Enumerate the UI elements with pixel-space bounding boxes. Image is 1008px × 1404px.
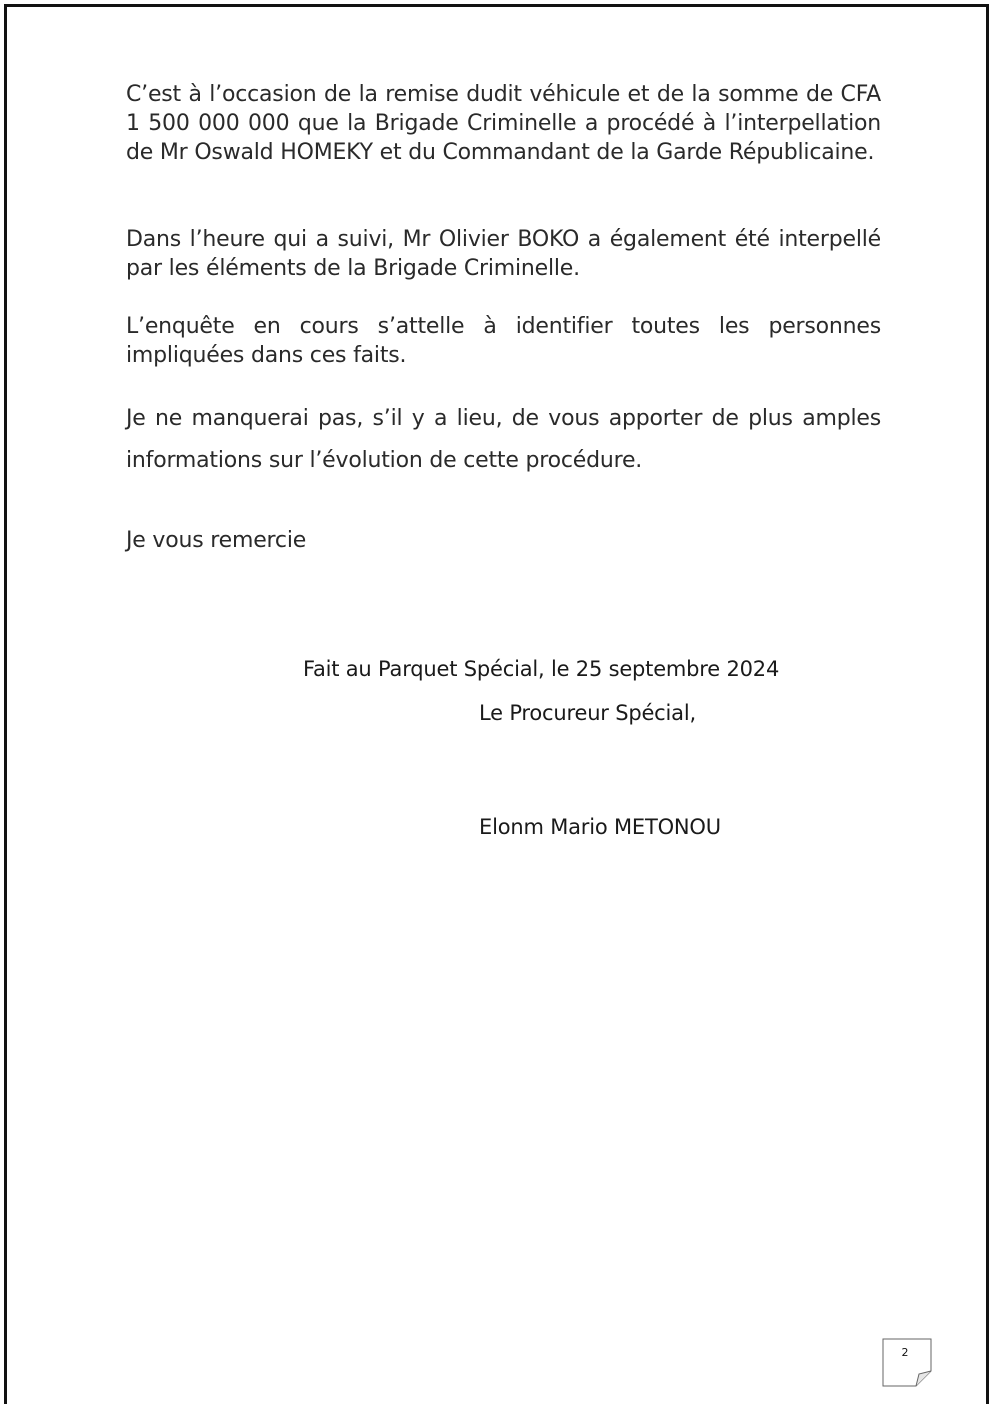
paragraph-thanks: Je vous remercie [126, 528, 307, 553]
signature-title: Le Procureur Spécial, [479, 701, 696, 725]
paragraph-investigation: L’enquête en cours s’attelle à identifier toutes les personnes impliquées dans ces faits. [126, 314, 881, 368]
paragraph-further-information: Je ne manquerai pas, s’il y a lieu, de vous apporter de plus amples informations sur l’évolution de cette procédure. [126, 406, 881, 473]
page-number-box [882, 1338, 932, 1388]
paragraph-arrest-homeky: C’est à l’occasion de la remise dudit véhicule et de la somme de CFA 1 500 000 000 que la Brigade Criminelle a procédé à l’interpellation de Mr Oswald HOMEKY et du Commandant de la Garde Républicaine. [126, 82, 881, 165]
page-number: 2 [901, 1346, 909, 1359]
paragraph-arrest-boko: Dans l’heure qui a suivi, Mr Olivier BOKO a également été interpellé par les éléments de la Brigade Criminelle. [126, 227, 881, 281]
signature-place-date: Fait au Parquet Spécial, le 25 septembre 2024 [303, 657, 780, 681]
document-page [4, 4, 989, 1404]
signature-name: Elonm Mario METONOU [479, 815, 721, 839]
